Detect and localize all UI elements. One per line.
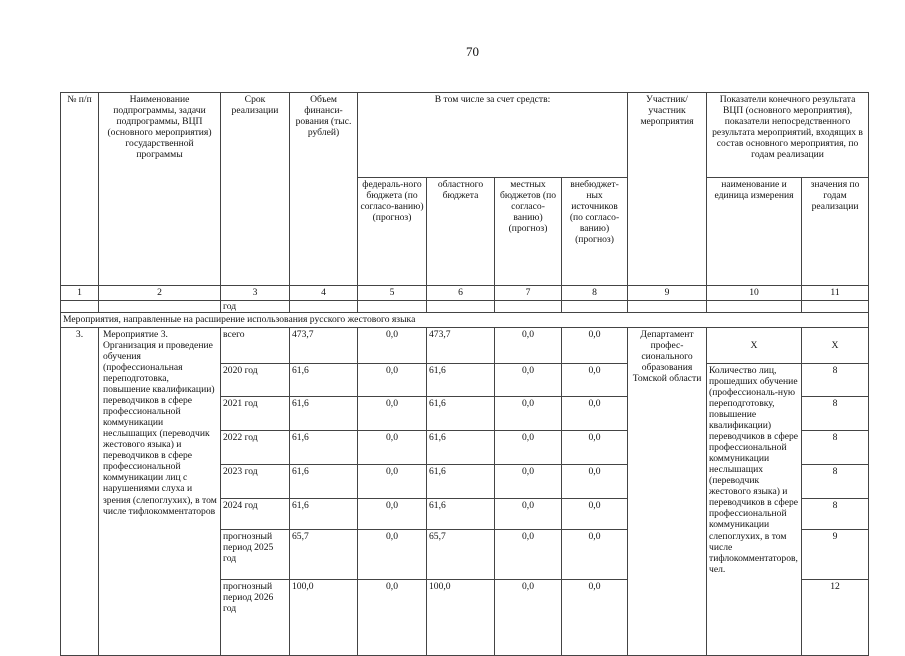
local-cell: 0,0 xyxy=(495,530,562,580)
period-cell: 2021 год xyxy=(221,397,290,431)
period-cell: прогнозный период 2025 год xyxy=(221,530,290,580)
total-cell: 61,6 xyxy=(290,364,358,397)
extra-cell: 0,0 xyxy=(562,530,628,580)
total-cell: 65,7 xyxy=(290,530,358,580)
col-number: 11 xyxy=(802,286,869,301)
local-cell: 0,0 xyxy=(495,328,562,364)
local-cell: 0,0 xyxy=(495,364,562,397)
federal-cell: 0,0 xyxy=(358,530,427,580)
value-cell: Х xyxy=(802,328,869,364)
federal-cell: 0,0 xyxy=(358,328,427,364)
value-cell: 12 xyxy=(802,580,869,656)
value-cell: 8 xyxy=(802,431,869,465)
federal-cell: 0,0 xyxy=(358,499,427,530)
local-cell: 0,0 xyxy=(495,580,562,656)
value-cell: 8 xyxy=(802,364,869,397)
total-cell: 61,6 xyxy=(290,499,358,530)
indicator-total-cell: Х xyxy=(707,328,802,364)
extra-cell: 0,0 xyxy=(562,465,628,499)
extra-cell: 0,0 xyxy=(562,431,628,465)
col-number: 5 xyxy=(358,286,427,301)
header-col-3: Срок реализации xyxy=(221,93,290,286)
header-sources-group: В том числе за счет средств: xyxy=(358,93,628,178)
header-col-2: Наименование подпрограммы, задачи подпрограммы, ВЦП (основного мероприятия) государственной программы xyxy=(99,93,221,286)
federal-cell: 0,0 xyxy=(358,465,427,499)
indicator-name-cell: Количество лиц, прошедших обучение (профессиональ-ную переподготовку, повышение квалификации) переводчиков в сфере профессиональной коммуникации неслышащих (переводчик жестового языка) и переводчиков в сфере профессиональной коммуникации слепоглухих, в том числе тифлокомментаторов, чел. xyxy=(707,364,802,656)
federal-cell: 0,0 xyxy=(358,397,427,431)
header-col-7: местных бюджетов (по согласо-ванию) (прогноз) xyxy=(495,178,562,286)
section-title: Мероприятия, направленные на расширение использования русского жестового языка xyxy=(61,313,869,328)
carry-over-row xyxy=(61,301,869,313)
local-cell: 0,0 xyxy=(495,397,562,431)
regional-cell: 473,7 xyxy=(427,328,495,364)
column-numbers-row xyxy=(61,286,869,301)
carry-over-text: год xyxy=(221,301,290,313)
federal-cell: 0,0 xyxy=(358,364,427,397)
header-col-10: наименование и единица измерения xyxy=(707,178,802,286)
total-cell: 61,6 xyxy=(290,397,358,431)
header-col-6: областного бюджета xyxy=(427,178,495,286)
col-number: 3 xyxy=(221,286,290,301)
period-cell: 2023 год xyxy=(221,465,290,499)
col-number: 2 xyxy=(99,286,221,301)
period-cell: 2024 год xyxy=(221,499,290,530)
period-cell: 2020 год xyxy=(221,364,290,397)
extra-cell: 0,0 xyxy=(562,580,628,656)
page-number: 70 xyxy=(466,44,479,59)
regional-cell: 61,6 xyxy=(427,431,495,465)
extra-cell: 0,0 xyxy=(562,328,628,364)
federal-cell: 0,0 xyxy=(358,431,427,465)
event-name: Мероприятие 3. Организация и проведение обучения (профессиональная переподготовка, повышение квалификации) переводчиков в сфере профессиональной коммуникации неслышащих (переводчик жестового языка) и переводчиков в сфере профессиональной коммуникации лиц с нарушениями слуха и зрения (слепоглухих), в том числе тифлокомментаторов xyxy=(99,328,221,656)
value-cell: 8 xyxy=(802,465,869,499)
regional-cell: 61,6 xyxy=(427,465,495,499)
local-cell: 0,0 xyxy=(495,465,562,499)
period-cell: всего xyxy=(221,328,290,364)
regional-cell: 61,6 xyxy=(427,397,495,431)
header-col-11: значения по годам реализации xyxy=(802,178,869,286)
participant-cell: Департамент профес-сионального образования Томской области xyxy=(628,328,707,656)
header-col-9: Участник/ участник мероприятия xyxy=(628,93,707,286)
period-cell: прогнозный период 2026 год xyxy=(221,580,290,656)
table-row xyxy=(61,328,869,364)
regional-cell: 65,7 xyxy=(427,530,495,580)
local-cell: 0,0 xyxy=(495,499,562,530)
header-col-8: внебюджет-ных источников (по согласо-ванию) (прогноз) xyxy=(562,178,628,286)
extra-cell: 0,0 xyxy=(562,364,628,397)
value-cell: 9 xyxy=(802,530,869,580)
header-row-1 xyxy=(61,93,869,178)
header-col-5: федераль-ного бюджета (по согласо-ванию) (прогноз) xyxy=(358,178,427,286)
total-cell: 61,6 xyxy=(290,465,358,499)
regional-cell: 100,0 xyxy=(427,580,495,656)
federal-cell: 0,0 xyxy=(358,580,427,656)
col-number: 6 xyxy=(427,286,495,301)
col-number: 4 xyxy=(290,286,358,301)
value-cell: 8 xyxy=(802,397,869,431)
col-number: 1 xyxy=(61,286,99,301)
local-cell: 0,0 xyxy=(495,431,562,465)
col-number: 10 xyxy=(707,286,802,301)
total-cell: 61,6 xyxy=(290,431,358,465)
event-number: 3. xyxy=(61,328,99,656)
value-cell: 8 xyxy=(802,499,869,530)
period-cell: 2022 год xyxy=(221,431,290,465)
total-cell: 100,0 xyxy=(290,580,358,656)
header-col-1: № п/п xyxy=(61,93,99,286)
financing-table xyxy=(60,92,869,656)
header-indicators-group: Показатели конечного результата ВЦП (основного мероприятия), показатели непосредственного результата мероприятий, входящих в состав основного мероприятия, по годам реализации xyxy=(707,93,869,178)
col-number: 8 xyxy=(562,286,628,301)
header-col-4: Объем финанси-рования (тыс. рублей) xyxy=(290,93,358,286)
col-number: 7 xyxy=(495,286,562,301)
extra-cell: 0,0 xyxy=(562,397,628,431)
total-cell: 473,7 xyxy=(290,328,358,364)
extra-cell: 0,0 xyxy=(562,499,628,530)
regional-cell: 61,6 xyxy=(427,364,495,397)
regional-cell: 61,6 xyxy=(427,499,495,530)
section-row xyxy=(61,313,869,328)
col-number: 9 xyxy=(628,286,707,301)
